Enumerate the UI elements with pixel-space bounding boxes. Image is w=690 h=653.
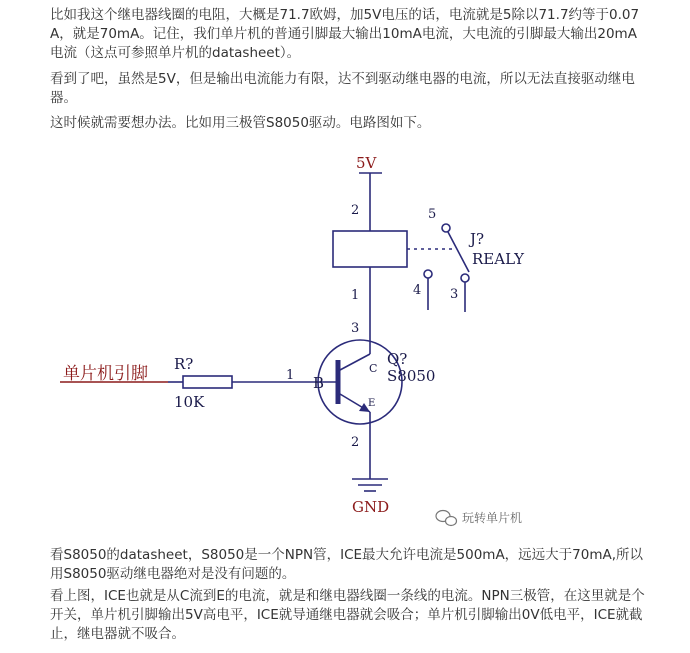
relay-pin-5: 5 bbox=[428, 207, 437, 222]
supply-label: 5V bbox=[356, 154, 377, 172]
ground-label: GND bbox=[352, 498, 390, 516]
relay-name: REALY bbox=[472, 250, 524, 268]
collector-letter: C bbox=[369, 362, 378, 375]
transistor-ref: Q? bbox=[387, 350, 408, 368]
paragraph-transistor-intro: 这时候就需要想办法。比如用三极管S8050驱动。电路图如下。 bbox=[50, 115, 431, 131]
relay-pin-4: 4 bbox=[413, 283, 422, 298]
resistor-value: 10K bbox=[174, 393, 205, 411]
transistor-collector-lead bbox=[340, 354, 370, 370]
contact-5 bbox=[442, 224, 450, 232]
relay-driver-schematic bbox=[50, 136, 550, 540]
paragraph-drive-limit: 看到了吧，虽然是5V，但是输出电流能力有限，达不到驱动继电器的电流，所以无法直接驱动继电器。 bbox=[50, 71, 635, 106]
paragraph-coil-current: 比如我这个继电器线圈的电阻，大概是71.7欧姆，加5V电压的话，电流就是5除以71.7约等于0.07A，就是70mA。记住，我们单片机的普通引脚最大输出10mA电流，大电流的引脚最大输出20mA电流（这点可参照单片机的datasheet）。 bbox=[50, 7, 640, 61]
watermark-text: 玩转单片机 bbox=[462, 511, 523, 525]
relay-pin-3: 3 bbox=[450, 287, 459, 302]
paragraph-s8050-datasheet: 看S8050的datasheet，S8050是一个NPN管，ICE最大允许电流是500mA，远远大于70mA,所以用S8050驱动继电器绝对是没有问题的。 bbox=[50, 547, 644, 582]
relay-ref: J? bbox=[470, 230, 485, 248]
coil-bottom-pin: 1 bbox=[351, 288, 360, 303]
resistor-ref: R? bbox=[174, 355, 194, 373]
paragraph-ice-explanation: 看上图，ICE也就是从C流到E的电流，就是和继电器线圈一条线的电流。NPN三极管，在这里就是个开关，单片机引脚输出5V高电平，ICE就导通继电器就会吸合；单片机引脚输出0V低电平，ICE就截止，继电器就不吸合。 bbox=[50, 588, 645, 642]
emitter-pin: 2 bbox=[351, 435, 360, 450]
base-letter: B bbox=[313, 374, 325, 392]
relay-switch-arm bbox=[448, 232, 469, 272]
collector-pin: 3 bbox=[351, 321, 360, 336]
transistor-part: S8050 bbox=[387, 367, 436, 385]
emitter-letter: E bbox=[368, 398, 376, 409]
coil-top-pin: 2 bbox=[351, 203, 360, 218]
base-pin: 1 bbox=[286, 368, 295, 383]
contact-4 bbox=[424, 270, 432, 278]
relay-coil bbox=[333, 231, 407, 267]
wechat-icon bbox=[436, 511, 457, 526]
circuit-figure bbox=[50, 136, 550, 540]
input-label: 单片机引脚 bbox=[63, 364, 148, 384]
resistor bbox=[183, 376, 232, 388]
contact-3 bbox=[461, 274, 469, 282]
